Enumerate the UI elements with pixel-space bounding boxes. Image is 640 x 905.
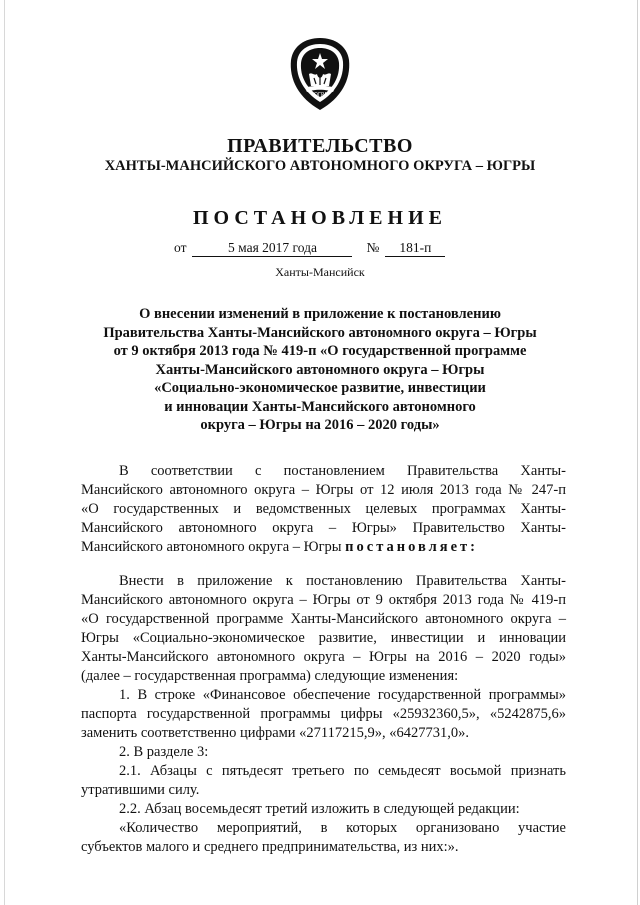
subject-line: округа – Югры на 2016 – 2020 годы» bbox=[200, 417, 440, 433]
text-line: Мансийского автономного округа – Югры» Правительство Ханты- bbox=[81, 520, 566, 536]
text-line: субъектов малого и среднего предпринимательства, из них:». bbox=[81, 839, 459, 855]
document-number: 181-п bbox=[385, 240, 445, 257]
text-line: паспорта государственной программы цифры «25932360,5», «5242875,6» bbox=[81, 706, 566, 722]
subject-line: Ханты-Мансийского автономного округа – Югры bbox=[155, 361, 485, 378]
text-line: Мансийского автономного округа – Югры от 12 июля 2013 года № 247-п bbox=[81, 482, 566, 498]
subject-line: «Социально-экономическое развитие, инвестиции bbox=[154, 380, 486, 396]
emblem-label: ЮГРА bbox=[312, 92, 328, 98]
government-title: ПРАВИТЕЛЬСТВО bbox=[227, 135, 413, 157]
preamble-paragraph bbox=[81, 462, 566, 557]
text-line: «О государственной программе Ханты-Мансийского автономного округа – bbox=[81, 611, 566, 627]
text-line: Ханты-Мансийского автономного округа – Югры на 2016 – 2020 годы» bbox=[81, 649, 566, 665]
text-line: «Количество мероприятий, в которых организовано участие bbox=[119, 820, 566, 836]
subject-line: Правительства Ханты-Мансийского автономного округа – Югры bbox=[103, 324, 537, 341]
text-line: «О государственных и ведомственных целевых программах Ханты- bbox=[81, 501, 566, 517]
document-date: 5 мая 2017 года bbox=[192, 240, 352, 257]
text-line: В соответствии с постановлением Правительства Ханты- bbox=[119, 463, 566, 479]
subject-line: и инновации Ханты-Мансийского автономного bbox=[164, 398, 476, 415]
date-number-row bbox=[174, 240, 445, 257]
number-label: № bbox=[366, 240, 380, 255]
text-line: заменить соответственно цифрами «27117215,9», «6427731,0». bbox=[81, 725, 470, 741]
text-line: 2.2. Абзац восемьдесят третий изложить в следующей редакции: bbox=[119, 801, 520, 817]
city: Ханты-Мансийск bbox=[275, 265, 365, 279]
text-line: 1. В строке «Финансовое обеспечение государственной программы» bbox=[119, 687, 566, 703]
text-segment: Мансийского автономного округа – Югры bbox=[81, 539, 342, 555]
decree-word: постановляет: bbox=[345, 539, 478, 555]
text-line: Мансийского автономного округа – Югры от 9 октября 2013 года № 419-п bbox=[81, 592, 566, 608]
text-line: 2. В разделе 3: bbox=[119, 744, 209, 760]
coat-of-arms-icon bbox=[287, 36, 353, 112]
government-region: ХАНТЫ-МАНСИЙСКОГО АВТОНОМНОГО ОКРУГА – ЮГРЫ bbox=[104, 158, 536, 174]
document-subject bbox=[80, 305, 560, 435]
subject-line: от 9 октября 2013 года № 419-п «О государственной программе bbox=[113, 343, 527, 359]
text-line: Внести в приложение к постановлению Правительства Ханты- bbox=[119, 573, 566, 589]
text-line: утратившими силу. bbox=[81, 782, 200, 798]
text-line: Югры «Социально-экономическое развитие, инвестиции и инновации bbox=[81, 630, 566, 646]
document-type: ПОСТАНОВЛЕНИЕ bbox=[193, 207, 447, 229]
text-line bbox=[81, 538, 566, 557]
text-line: 2.1. Абзацы с пятьдесят третьего по семьдесят восьмой признать bbox=[119, 763, 566, 779]
text-line: (далее – государственная программа) следующие изменения: bbox=[81, 668, 459, 684]
subject-line: О внесении изменений в приложение к постановлению bbox=[139, 306, 501, 322]
from-label: от bbox=[174, 240, 187, 255]
amendments-body bbox=[81, 572, 566, 857]
